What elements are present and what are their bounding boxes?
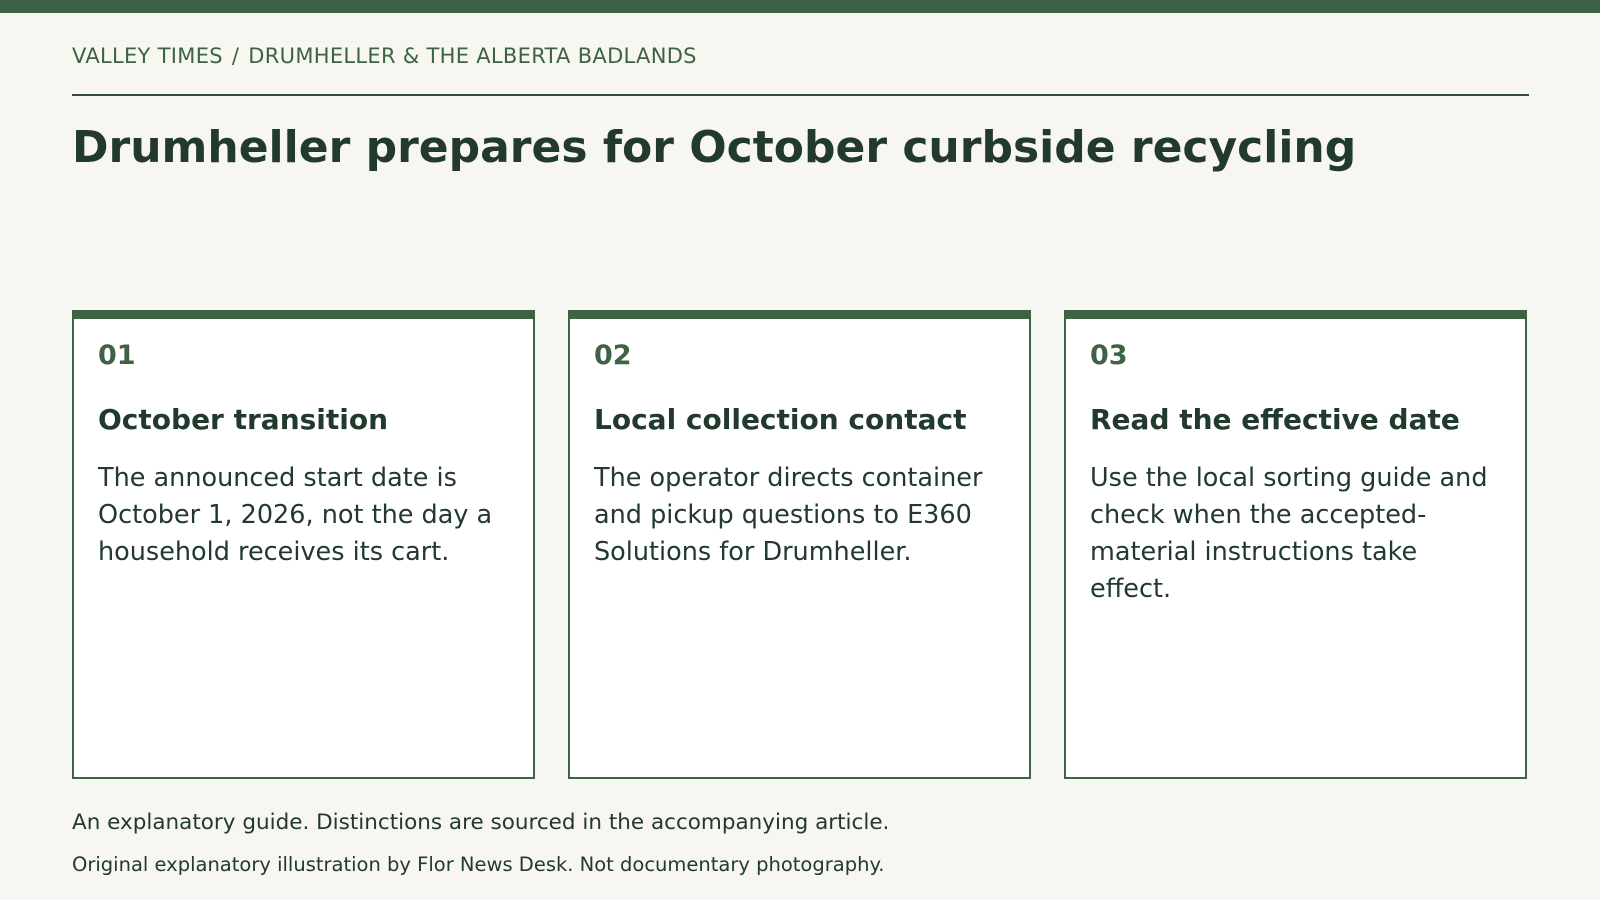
card-body: Use the local sorting guide and check when the accepted-material instructions take effect. [1090, 463, 1488, 604]
page-title: Drumheller prepares for October curbside recycling [72, 122, 1357, 173]
explainer-card [72, 310, 535, 779]
card-heading: Local collection contact [594, 403, 967, 436]
breadcrumb-separator: / [231, 44, 240, 68]
explainer-card [568, 310, 1031, 779]
card-body: The announced start date is October 1, 2026, not the day a household receives its cart. [98, 463, 493, 567]
breadcrumb-publication[interactable]: VALLEY TIMES [72, 44, 223, 68]
explainer-card [1064, 310, 1527, 779]
card-heading: Read the effective date [1090, 403, 1460, 436]
card-number: 02 [594, 340, 632, 371]
footnote: An explanatory guide. Distinctions are sourced in the accompanying article. [72, 810, 890, 835]
illustration-credit: Original explanatory illustration by Flor News Desk. Not documentary photography. [72, 853, 885, 876]
breadcrumb [72, 44, 697, 68]
breadcrumb-section[interactable]: DRUMHELLER & THE ALBERTA BADLANDS [248, 44, 697, 68]
explainer-cards [72, 310, 1530, 779]
card-number: 03 [1090, 340, 1128, 371]
card-number: 01 [98, 340, 136, 371]
top-accent-bar [0, 0, 1600, 13]
card-heading: October transition [98, 403, 389, 436]
card-body: The operator directs container and pickup questions to E360 Solutions for Drumheller. [594, 463, 983, 567]
header-divider [72, 94, 1529, 96]
